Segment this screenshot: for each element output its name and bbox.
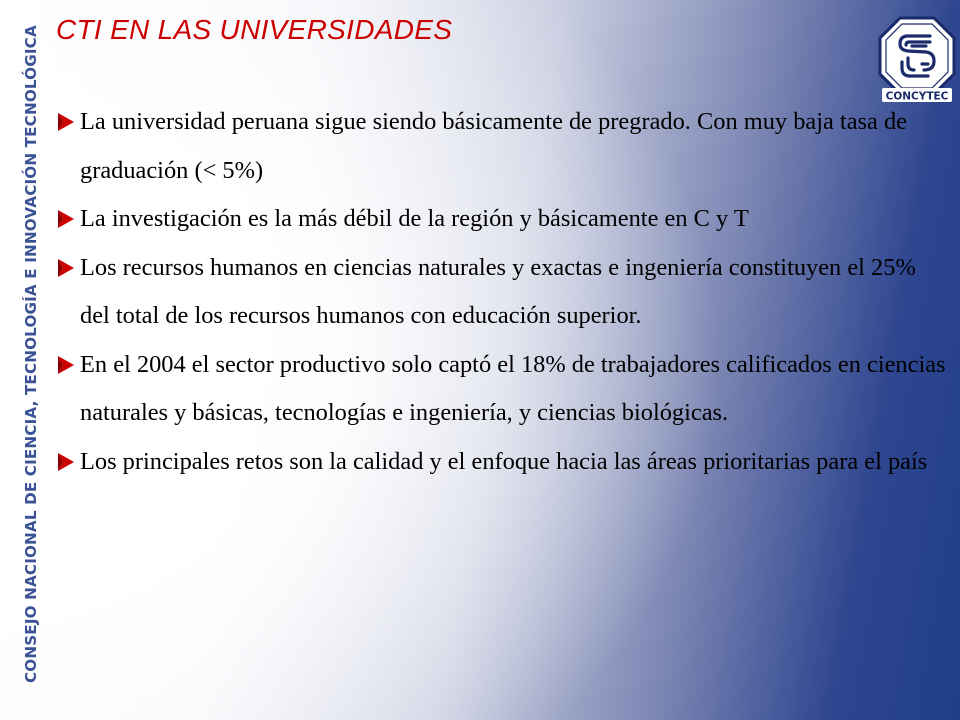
bullet-item (56, 98, 946, 195)
bullet-item (56, 438, 946, 487)
arrow-bullet-icon (56, 195, 78, 244)
concytec-logo (878, 16, 956, 104)
arrow-bullet-icon (56, 98, 78, 147)
bullet-text: En el 2004 el sector productivo solo captó el 18% de trabajadores calificados en ciencias naturales y básicas, tecnologías e ingeniería, y ciencias biológicas. (80, 350, 946, 426)
bullet-text: Los recursos humanos en ciencias naturales y exactas e ingeniería constituyen el 25% del total de los recursos humanos con educación superior. (80, 253, 916, 329)
bullet-list (56, 98, 946, 486)
bullet-item (56, 195, 946, 244)
bullet-item (56, 341, 946, 438)
slide-title: CTI EN LAS UNIVERSIDADES (56, 14, 453, 45)
arrow-bullet-icon (56, 341, 78, 390)
bullet-text: La investigación es la más débil de la región y básicamente en C y T (80, 205, 749, 232)
arrow-bullet-icon (56, 438, 78, 487)
bullet-text: Los principales retos son la calidad y el enfoque hacia las áreas prioritarias para el país (80, 447, 928, 475)
side-organization-text: CONSEJO NACIONAL DE CIENCIA, TECNOLOGÍA E INNOVACIÓN TECNOLÓGICA (22, 25, 40, 683)
concytec-logo-label: CONCYTEC (885, 90, 949, 103)
bullet-text: La universidad peruana sigue siendo básicamente de pregrado. Con muy baja tasa de graduación (< 5%) (80, 108, 907, 184)
concytec-logo-icon (878, 16, 956, 104)
arrow-bullet-icon (56, 244, 78, 293)
bullet-item (56, 244, 946, 341)
side-strip (0, 0, 46, 720)
